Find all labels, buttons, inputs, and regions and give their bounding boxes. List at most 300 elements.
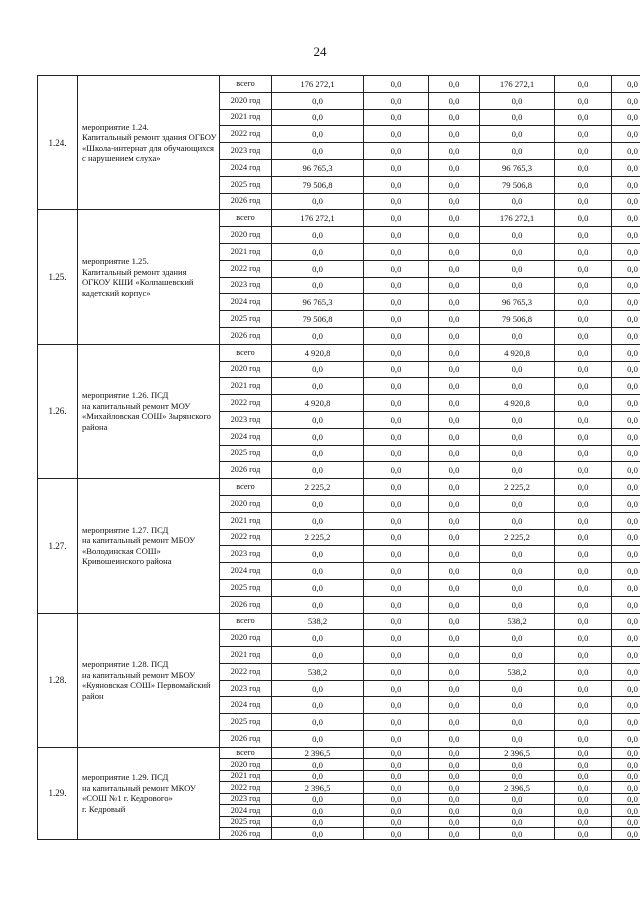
measure-description: мероприятие 1.27. ПСД на капитальный ремонт МБОУ «Володинская СОШ» Кривошеинского района (78, 479, 220, 613)
amount-cell: 0,0 (555, 647, 612, 664)
amount-cell: 4 920,8 (272, 395, 364, 412)
amount-cell: 0,0 (429, 630, 480, 647)
amount-cell: 0,0 (429, 462, 480, 479)
amount-cell: 0,0 (612, 344, 640, 361)
amount-cell: 0,0 (480, 579, 555, 596)
amount-cell: 0,0 (429, 176, 480, 193)
period-label: 2024 год (220, 159, 272, 176)
amount-cell: 0,0 (555, 759, 612, 771)
amount-cell: 0,0 (480, 428, 555, 445)
amount-cell: 0,0 (272, 816, 364, 828)
amount-cell: 0,0 (480, 793, 555, 805)
amount-cell: 0,0 (555, 311, 612, 328)
amount-cell: 0,0 (272, 361, 364, 378)
amount-cell: 0,0 (480, 126, 555, 143)
period-label: 2025 год (220, 311, 272, 328)
amount-cell: 0,0 (364, 109, 429, 126)
amount-cell: 0,0 (272, 563, 364, 580)
amount-cell: 0,0 (612, 126, 640, 143)
amount-cell: 0,0 (272, 193, 364, 210)
amount-cell: 0,0 (480, 495, 555, 512)
amount-cell: 0,0 (364, 411, 429, 428)
amount-cell: 0,0 (612, 647, 640, 664)
amount-cell: 0,0 (429, 143, 480, 160)
amount-cell: 0,0 (272, 126, 364, 143)
amount-cell: 0,0 (429, 697, 480, 714)
amount-cell: 0,0 (272, 630, 364, 647)
amount-cell: 0,0 (364, 647, 429, 664)
amount-cell: 0,0 (555, 462, 612, 479)
period-label: 2023 год (220, 680, 272, 697)
amount-cell: 2 225,2 (480, 529, 555, 546)
amount-cell: 0,0 (272, 647, 364, 664)
amount-cell: 0,0 (612, 579, 640, 596)
period-label: 2020 год (220, 92, 272, 109)
amount-cell: 0,0 (555, 782, 612, 794)
amount-cell: 2 396,5 (272, 747, 364, 759)
amount-cell: 2 396,5 (272, 782, 364, 794)
amount-cell: 0,0 (364, 361, 429, 378)
period-label: 2023 год (220, 143, 272, 160)
amount-cell: 0,0 (555, 327, 612, 344)
period-label: 2024 год (220, 428, 272, 445)
period-label: 2020 год (220, 630, 272, 647)
amount-cell: 0,0 (429, 361, 480, 378)
amount-cell: 0,0 (480, 680, 555, 697)
amount-cell: 0,0 (272, 243, 364, 260)
budget-table (37, 75, 640, 840)
amount-cell: 0,0 (272, 714, 364, 731)
amount-cell: 0,0 (480, 361, 555, 378)
measure-number: 1.29. (38, 747, 78, 839)
amount-cell: 0,0 (429, 227, 480, 244)
amount-cell: 0,0 (272, 462, 364, 479)
amount-cell: 0,0 (272, 759, 364, 771)
amount-cell: 79 506,8 (480, 311, 555, 328)
page-number: 24 (313, 44, 327, 59)
amount-cell: 0,0 (612, 109, 640, 126)
amount-cell: 0,0 (612, 327, 640, 344)
amount-cell: 0,0 (555, 428, 612, 445)
amount-cell: 0,0 (429, 828, 480, 840)
amount-cell: 0,0 (555, 445, 612, 462)
amount-cell: 0,0 (429, 395, 480, 412)
amount-cell: 0,0 (555, 76, 612, 93)
amount-cell: 0,0 (555, 378, 612, 395)
amount-cell: 0,0 (555, 563, 612, 580)
amount-cell: 0,0 (480, 630, 555, 647)
period-label: всего (220, 747, 272, 759)
amount-cell: 0,0 (480, 770, 555, 782)
amount-cell: 0,0 (272, 793, 364, 805)
amount-cell: 0,0 (272, 805, 364, 817)
amount-cell: 2 396,5 (480, 782, 555, 794)
amount-cell: 0,0 (555, 411, 612, 428)
amount-cell: 0,0 (429, 512, 480, 529)
amount-cell: 0,0 (429, 92, 480, 109)
amount-cell: 96 765,3 (480, 159, 555, 176)
amount-cell: 0,0 (612, 227, 640, 244)
amount-cell: 0,0 (429, 770, 480, 782)
measure-number: 1.27. (38, 479, 78, 613)
amount-cell: 0,0 (272, 260, 364, 277)
amount-cell: 0,0 (272, 697, 364, 714)
amount-cell: 0,0 (364, 512, 429, 529)
amount-cell: 0,0 (480, 445, 555, 462)
amount-cell: 0,0 (555, 613, 612, 630)
amount-cell: 0,0 (272, 596, 364, 613)
amount-cell: 0,0 (612, 663, 640, 680)
amount-cell: 0,0 (612, 462, 640, 479)
amount-cell: 0,0 (272, 411, 364, 428)
amount-cell: 0,0 (612, 613, 640, 630)
amount-cell: 0,0 (364, 76, 429, 93)
amount-cell: 0,0 (364, 243, 429, 260)
amount-cell: 0,0 (612, 680, 640, 697)
amount-cell: 0,0 (272, 327, 364, 344)
amount-cell: 0,0 (480, 759, 555, 771)
amount-cell: 0,0 (480, 512, 555, 529)
amount-cell: 0,0 (480, 92, 555, 109)
amount-cell: 0,0 (555, 210, 612, 227)
amount-cell: 0,0 (429, 411, 480, 428)
amount-cell: 0,0 (429, 546, 480, 563)
amount-cell: 0,0 (364, 311, 429, 328)
amount-cell: 0,0 (555, 176, 612, 193)
amount-cell: 0,0 (429, 277, 480, 294)
period-label: 2023 год (220, 411, 272, 428)
amount-cell: 0,0 (364, 395, 429, 412)
period-label: 2021 год (220, 512, 272, 529)
amount-cell: 0,0 (612, 714, 640, 731)
period-label: 2021 год (220, 109, 272, 126)
amount-cell: 0,0 (429, 529, 480, 546)
amount-cell: 0,0 (480, 596, 555, 613)
period-label: 2026 год (220, 327, 272, 344)
amount-cell: 0,0 (429, 428, 480, 445)
amount-cell: 176 272,1 (480, 210, 555, 227)
amount-cell: 0,0 (429, 210, 480, 227)
amount-cell: 0,0 (364, 613, 429, 630)
table-row (38, 479, 640, 496)
amount-cell: 0,0 (429, 495, 480, 512)
amount-cell: 0,0 (555, 747, 612, 759)
amount-cell: 176 272,1 (480, 76, 555, 93)
amount-cell: 0,0 (555, 479, 612, 496)
amount-cell: 0,0 (480, 546, 555, 563)
period-label: 2023 год (220, 277, 272, 294)
measure-description: мероприятие 1.29. ПСД на капитальный ремонт МКОУ «СОШ №1 г. Кедрового» г. Кедровый (78, 747, 220, 839)
amount-cell: 0,0 (612, 697, 640, 714)
amount-cell: 0,0 (555, 344, 612, 361)
amount-cell: 0,0 (429, 243, 480, 260)
measure-description: мероприятие 1.28. ПСД на капитальный ремонт МБОУ «Куяновская СОШ» Первомайский район (78, 613, 220, 747)
period-label: 2020 год (220, 759, 272, 771)
period-label: 2024 год (220, 805, 272, 817)
period-label: 2025 год (220, 816, 272, 828)
period-label: 2024 год (220, 294, 272, 311)
amount-cell: 0,0 (555, 361, 612, 378)
amount-cell: 0,0 (555, 109, 612, 126)
period-label: 2021 год (220, 243, 272, 260)
amount-cell: 0,0 (612, 747, 640, 759)
amount-cell: 0,0 (480, 227, 555, 244)
amount-cell: 0,0 (612, 428, 640, 445)
amount-cell: 0,0 (272, 92, 364, 109)
amount-cell: 0,0 (364, 344, 429, 361)
amount-cell: 0,0 (555, 260, 612, 277)
amount-cell: 0,0 (272, 445, 364, 462)
measure-number: 1.24. (38, 76, 78, 210)
period-label: 2026 год (220, 596, 272, 613)
amount-cell: 0,0 (429, 126, 480, 143)
period-label: всего (220, 479, 272, 496)
amount-cell: 0,0 (364, 680, 429, 697)
amount-cell: 2 225,2 (272, 529, 364, 546)
amount-cell: 0,0 (364, 445, 429, 462)
amount-cell: 176 272,1 (272, 210, 364, 227)
amount-cell: 2 225,2 (480, 479, 555, 496)
amount-cell: 0,0 (612, 260, 640, 277)
amount-cell: 0,0 (480, 378, 555, 395)
period-label: 2020 год (220, 227, 272, 244)
amount-cell: 0,0 (555, 579, 612, 596)
amount-cell: 0,0 (612, 76, 640, 93)
period-label: 2026 год (220, 462, 272, 479)
amount-cell: 0,0 (364, 193, 429, 210)
amount-cell: 0,0 (480, 697, 555, 714)
amount-cell: 0,0 (612, 92, 640, 109)
amount-cell: 0,0 (480, 260, 555, 277)
period-label: всего (220, 613, 272, 630)
amount-cell: 0,0 (364, 579, 429, 596)
amount-cell: 0,0 (555, 294, 612, 311)
amount-cell: 538,2 (480, 663, 555, 680)
amount-cell: 0,0 (364, 816, 429, 828)
amount-cell: 0,0 (272, 579, 364, 596)
amount-cell: 0,0 (480, 109, 555, 126)
period-label: 2025 год (220, 176, 272, 193)
measure-description: мероприятие 1.24. Капитальный ремонт здания ОГБОУ «Школа-интернат для обучающихся с нарушением слуха» (78, 76, 220, 210)
period-label: 2021 год (220, 378, 272, 395)
amount-cell: 0,0 (555, 596, 612, 613)
amount-cell: 0,0 (364, 260, 429, 277)
amount-cell: 0,0 (364, 92, 429, 109)
amount-cell: 0,0 (429, 759, 480, 771)
period-label: 2023 год (220, 546, 272, 563)
amount-cell: 79 506,8 (480, 176, 555, 193)
amount-cell: 0,0 (429, 109, 480, 126)
amount-cell: 0,0 (612, 378, 640, 395)
period-label: всего (220, 210, 272, 227)
amount-cell: 0,0 (272, 828, 364, 840)
amount-cell: 0,0 (555, 227, 612, 244)
amount-cell: 0,0 (364, 782, 429, 794)
amount-cell: 0,0 (364, 495, 429, 512)
amount-cell: 0,0 (480, 647, 555, 664)
measure-number: 1.28. (38, 613, 78, 747)
amount-cell: 0,0 (555, 395, 612, 412)
amount-cell: 4 920,8 (480, 395, 555, 412)
amount-cell: 0,0 (612, 445, 640, 462)
period-label: 2025 год (220, 714, 272, 731)
amount-cell: 0,0 (364, 294, 429, 311)
amount-cell: 0,0 (364, 563, 429, 580)
amount-cell: 0,0 (364, 378, 429, 395)
amount-cell: 0,0 (364, 227, 429, 244)
amount-cell: 0,0 (364, 731, 429, 748)
table-row (38, 76, 640, 93)
amount-cell: 0,0 (364, 770, 429, 782)
amount-cell: 0,0 (364, 546, 429, 563)
amount-cell: 0,0 (272, 143, 364, 160)
amount-cell: 0,0 (480, 143, 555, 160)
period-label: всего (220, 344, 272, 361)
amount-cell: 0,0 (555, 126, 612, 143)
amount-cell: 96 765,3 (272, 159, 364, 176)
amount-cell: 0,0 (480, 828, 555, 840)
amount-cell: 0,0 (429, 805, 480, 817)
amount-cell: 0,0 (364, 277, 429, 294)
measure-number: 1.25. (38, 210, 78, 344)
amount-cell: 0,0 (429, 596, 480, 613)
amount-cell: 0,0 (612, 243, 640, 260)
amount-cell: 96 765,3 (480, 294, 555, 311)
amount-cell: 0,0 (364, 630, 429, 647)
amount-cell: 0,0 (364, 805, 429, 817)
amount-cell: 0,0 (429, 731, 480, 748)
amount-cell: 0,0 (364, 697, 429, 714)
amount-cell: 0,0 (272, 495, 364, 512)
amount-cell: 0,0 (429, 563, 480, 580)
amount-cell: 0,0 (612, 143, 640, 160)
amount-cell: 0,0 (429, 613, 480, 630)
amount-cell: 0,0 (364, 210, 429, 227)
amount-cell: 0,0 (612, 411, 640, 428)
amount-cell: 0,0 (429, 782, 480, 794)
amount-cell: 0,0 (555, 512, 612, 529)
amount-cell: 0,0 (480, 731, 555, 748)
table-row (38, 210, 640, 227)
amount-cell: 0,0 (612, 630, 640, 647)
amount-cell: 0,0 (555, 680, 612, 697)
amount-cell: 0,0 (364, 759, 429, 771)
measure-description: мероприятие 1.26. ПСД на капитальный ремонт МОУ «Михайловская СОШ» Зырянского района (78, 344, 220, 478)
table-row (38, 613, 640, 630)
amount-cell: 0,0 (272, 546, 364, 563)
amount-cell: 0,0 (272, 378, 364, 395)
amount-cell: 538,2 (272, 613, 364, 630)
amount-cell: 0,0 (429, 378, 480, 395)
period-label: 2023 год (220, 793, 272, 805)
amount-cell: 0,0 (555, 630, 612, 647)
amount-cell: 0,0 (364, 327, 429, 344)
period-label: 2022 год (220, 782, 272, 794)
table-row (38, 344, 640, 361)
amount-cell: 0,0 (480, 327, 555, 344)
amount-cell: 0,0 (272, 512, 364, 529)
period-label: 2022 год (220, 663, 272, 680)
measure-number: 1.26. (38, 344, 78, 478)
amount-cell: 0,0 (429, 579, 480, 596)
amount-cell: 79 506,8 (272, 176, 364, 193)
amount-cell: 0,0 (272, 277, 364, 294)
amount-cell: 0,0 (612, 793, 640, 805)
budget-table-body (38, 76, 640, 840)
amount-cell: 0,0 (429, 445, 480, 462)
amount-cell: 0,0 (612, 770, 640, 782)
amount-cell: 0,0 (364, 747, 429, 759)
amount-cell: 0,0 (612, 596, 640, 613)
amount-cell: 0,0 (272, 428, 364, 445)
amount-cell: 4 920,8 (272, 344, 364, 361)
amount-cell: 0,0 (480, 462, 555, 479)
amount-cell: 0,0 (429, 663, 480, 680)
amount-cell: 0,0 (272, 770, 364, 782)
amount-cell: 0,0 (612, 311, 640, 328)
amount-cell: 0,0 (364, 793, 429, 805)
amount-cell: 0,0 (612, 782, 640, 794)
amount-cell: 0,0 (555, 663, 612, 680)
period-label: 2024 год (220, 563, 272, 580)
amount-cell: 0,0 (429, 76, 480, 93)
amount-cell: 2 396,5 (480, 747, 555, 759)
amount-cell: 0,0 (612, 828, 640, 840)
amount-cell: 0,0 (555, 495, 612, 512)
amount-cell: 0,0 (480, 563, 555, 580)
amount-cell: 0,0 (612, 731, 640, 748)
amount-cell: 0,0 (612, 361, 640, 378)
amount-cell: 0,0 (612, 277, 640, 294)
amount-cell: 0,0 (429, 714, 480, 731)
amount-cell: 0,0 (480, 243, 555, 260)
amount-cell: 0,0 (429, 479, 480, 496)
amount-cell: 0,0 (429, 193, 480, 210)
amount-cell: 0,0 (555, 193, 612, 210)
amount-cell: 0,0 (429, 680, 480, 697)
amount-cell: 0,0 (555, 697, 612, 714)
amount-cell: 4 920,8 (480, 344, 555, 361)
amount-cell: 0,0 (555, 816, 612, 828)
amount-cell: 0,0 (364, 176, 429, 193)
table-row (38, 747, 640, 759)
amount-cell: 0,0 (364, 428, 429, 445)
amount-cell: 0,0 (429, 747, 480, 759)
amount-cell: 0,0 (364, 126, 429, 143)
amount-cell: 0,0 (364, 462, 429, 479)
amount-cell: 0,0 (612, 529, 640, 546)
amount-cell: 96 765,3 (272, 294, 364, 311)
amount-cell: 0,0 (555, 92, 612, 109)
period-label: 2022 год (220, 126, 272, 143)
amount-cell: 0,0 (364, 143, 429, 160)
amount-cell: 0,0 (429, 793, 480, 805)
amount-cell: 0,0 (429, 260, 480, 277)
amount-cell: 0,0 (364, 529, 429, 546)
amount-cell: 0,0 (612, 479, 640, 496)
amount-cell: 0,0 (612, 495, 640, 512)
amount-cell: 0,0 (480, 193, 555, 210)
amount-cell: 79 506,8 (272, 311, 364, 328)
amount-cell: 538,2 (480, 613, 555, 630)
amount-cell: 0,0 (364, 714, 429, 731)
amount-cell: 0,0 (612, 805, 640, 817)
amount-cell: 0,0 (429, 159, 480, 176)
amount-cell: 0,0 (555, 277, 612, 294)
amount-cell: 0,0 (429, 816, 480, 828)
amount-cell: 0,0 (480, 816, 555, 828)
amount-cell: 538,2 (272, 663, 364, 680)
